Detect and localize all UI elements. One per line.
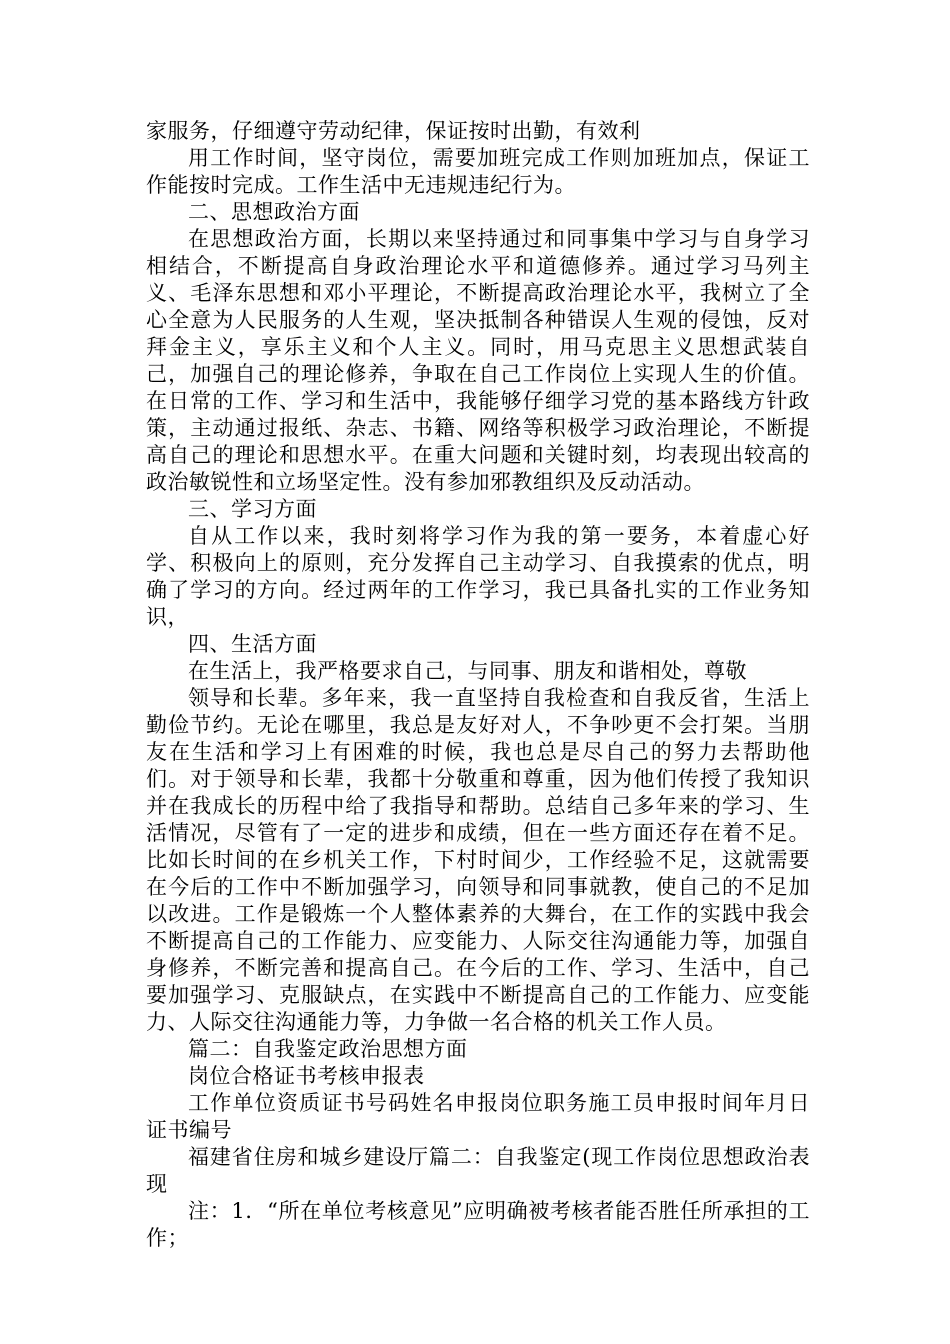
paragraph: 在生活上，我严格要求自己，与同事、朋友和谐相处，尊敬 bbox=[188, 659, 747, 683]
paragraph: 岗位合格证书考核申报表 bbox=[188, 1064, 425, 1088]
paragraph: 家服务，仔细遵守劳动纪律，保证按时出勤，有效利 bbox=[146, 119, 641, 143]
section-heading: 三、学习方面 bbox=[188, 497, 317, 521]
paragraph: 在思想政治方面，长期以来坚持通过和同事集中学习与自身学习相结合，不断提高自身政治理论水平和道德修养。通过学习马列主义、毛泽东思想和邓小平理论，不断提高政治理论水平，我树立了全心全意为人民服务的人生观，坚决抵制各种错误人生观的侵蚀，反对拜金主义，享乐主义和个人主义。同时，用马克思主义思想武装自己，加强自己的理论修养，争取在自己工作岗位上实现人生的价值。在日常的工作、学习和生活中，我能够仔细学习党的基本路线方针政策，主动通过报纸、杂志、书籍、网络等积极学习政治理论，不断提高自己的理论和思想水平。在重大问题和关键时刻，均表现出较高的政治敏锐性和立场坚定性。没有参加邪教组织及反动活动。 bbox=[146, 227, 810, 494]
paragraph: 注：1．“所在单位考核意见”应明确被考核者能否胜任所承担的工作； bbox=[146, 1199, 810, 1250]
section-heading: 二、思想政治方面 bbox=[188, 200, 360, 224]
paragraph: 福建省住房和城乡建设厅篇二：自我鉴定(现工作岗位思想政治表现 bbox=[146, 1145, 810, 1196]
section-heading: 四、生活方面 bbox=[188, 632, 317, 656]
paragraph: 领导和长辈。多年来，我一直坚持自我检查和自我反省，生活上勤俭节约。无论在哪里，我总是友好对人，不争吵更不会打架。当朋友在生活和学习上有困难的时候，我也总是尽自己的努力去帮助他们。对于领导和长辈，我都十分敬重和尊重，因为他们传授了我知识并在我成长的历程中给了我指导和帮助。总结自己多年来的学习、生活情况，尽管有了一定的进步和成绩，但在一些方面还存在着不足。比如长时间的在乡机关工作，下村时间少，工作经验不足，这就需要在今后的工作中不断加强学习，向领导和同事就教，使自己的不足加以改进。工作是锻炼一个人整体素养的大舞台，在工作的实践中我会不断提高自己的工作能力、应变能力、人际交往沟通能力等，加强自身修养，不断完善和提高自己。在今后的工作、学习、生活中，自己要加强学习、克服缺点，在实践中不断提高自己的工作能力、应变能力、人际交往沟通能力等，力争做一名合格的机关工作人员。 bbox=[146, 686, 810, 1034]
paragraph: 自从工作以来，我时刻将学习作为我的第一要务，本着虚心好学、积极向上的原则，充分发挥自己主动学习、自我摸索的优点，明确了学习的方向。经过两年的工作学习，我已具备扎实的工作业务知识， bbox=[146, 524, 810, 629]
document-body bbox=[146, 118, 810, 1252]
paragraph: 工作单位资质证书号码姓名申报岗位职务施工员申报时间年月日证书编号 bbox=[146, 1091, 810, 1142]
paragraph: 用工作时间，坚守岗位，需要加班完成工作则加班加点，保证工作能按时完成。工作生活中无违规违纪行为。 bbox=[146, 146, 810, 197]
section-heading: 篇二：自我鉴定政治思想方面 bbox=[188, 1037, 468, 1061]
